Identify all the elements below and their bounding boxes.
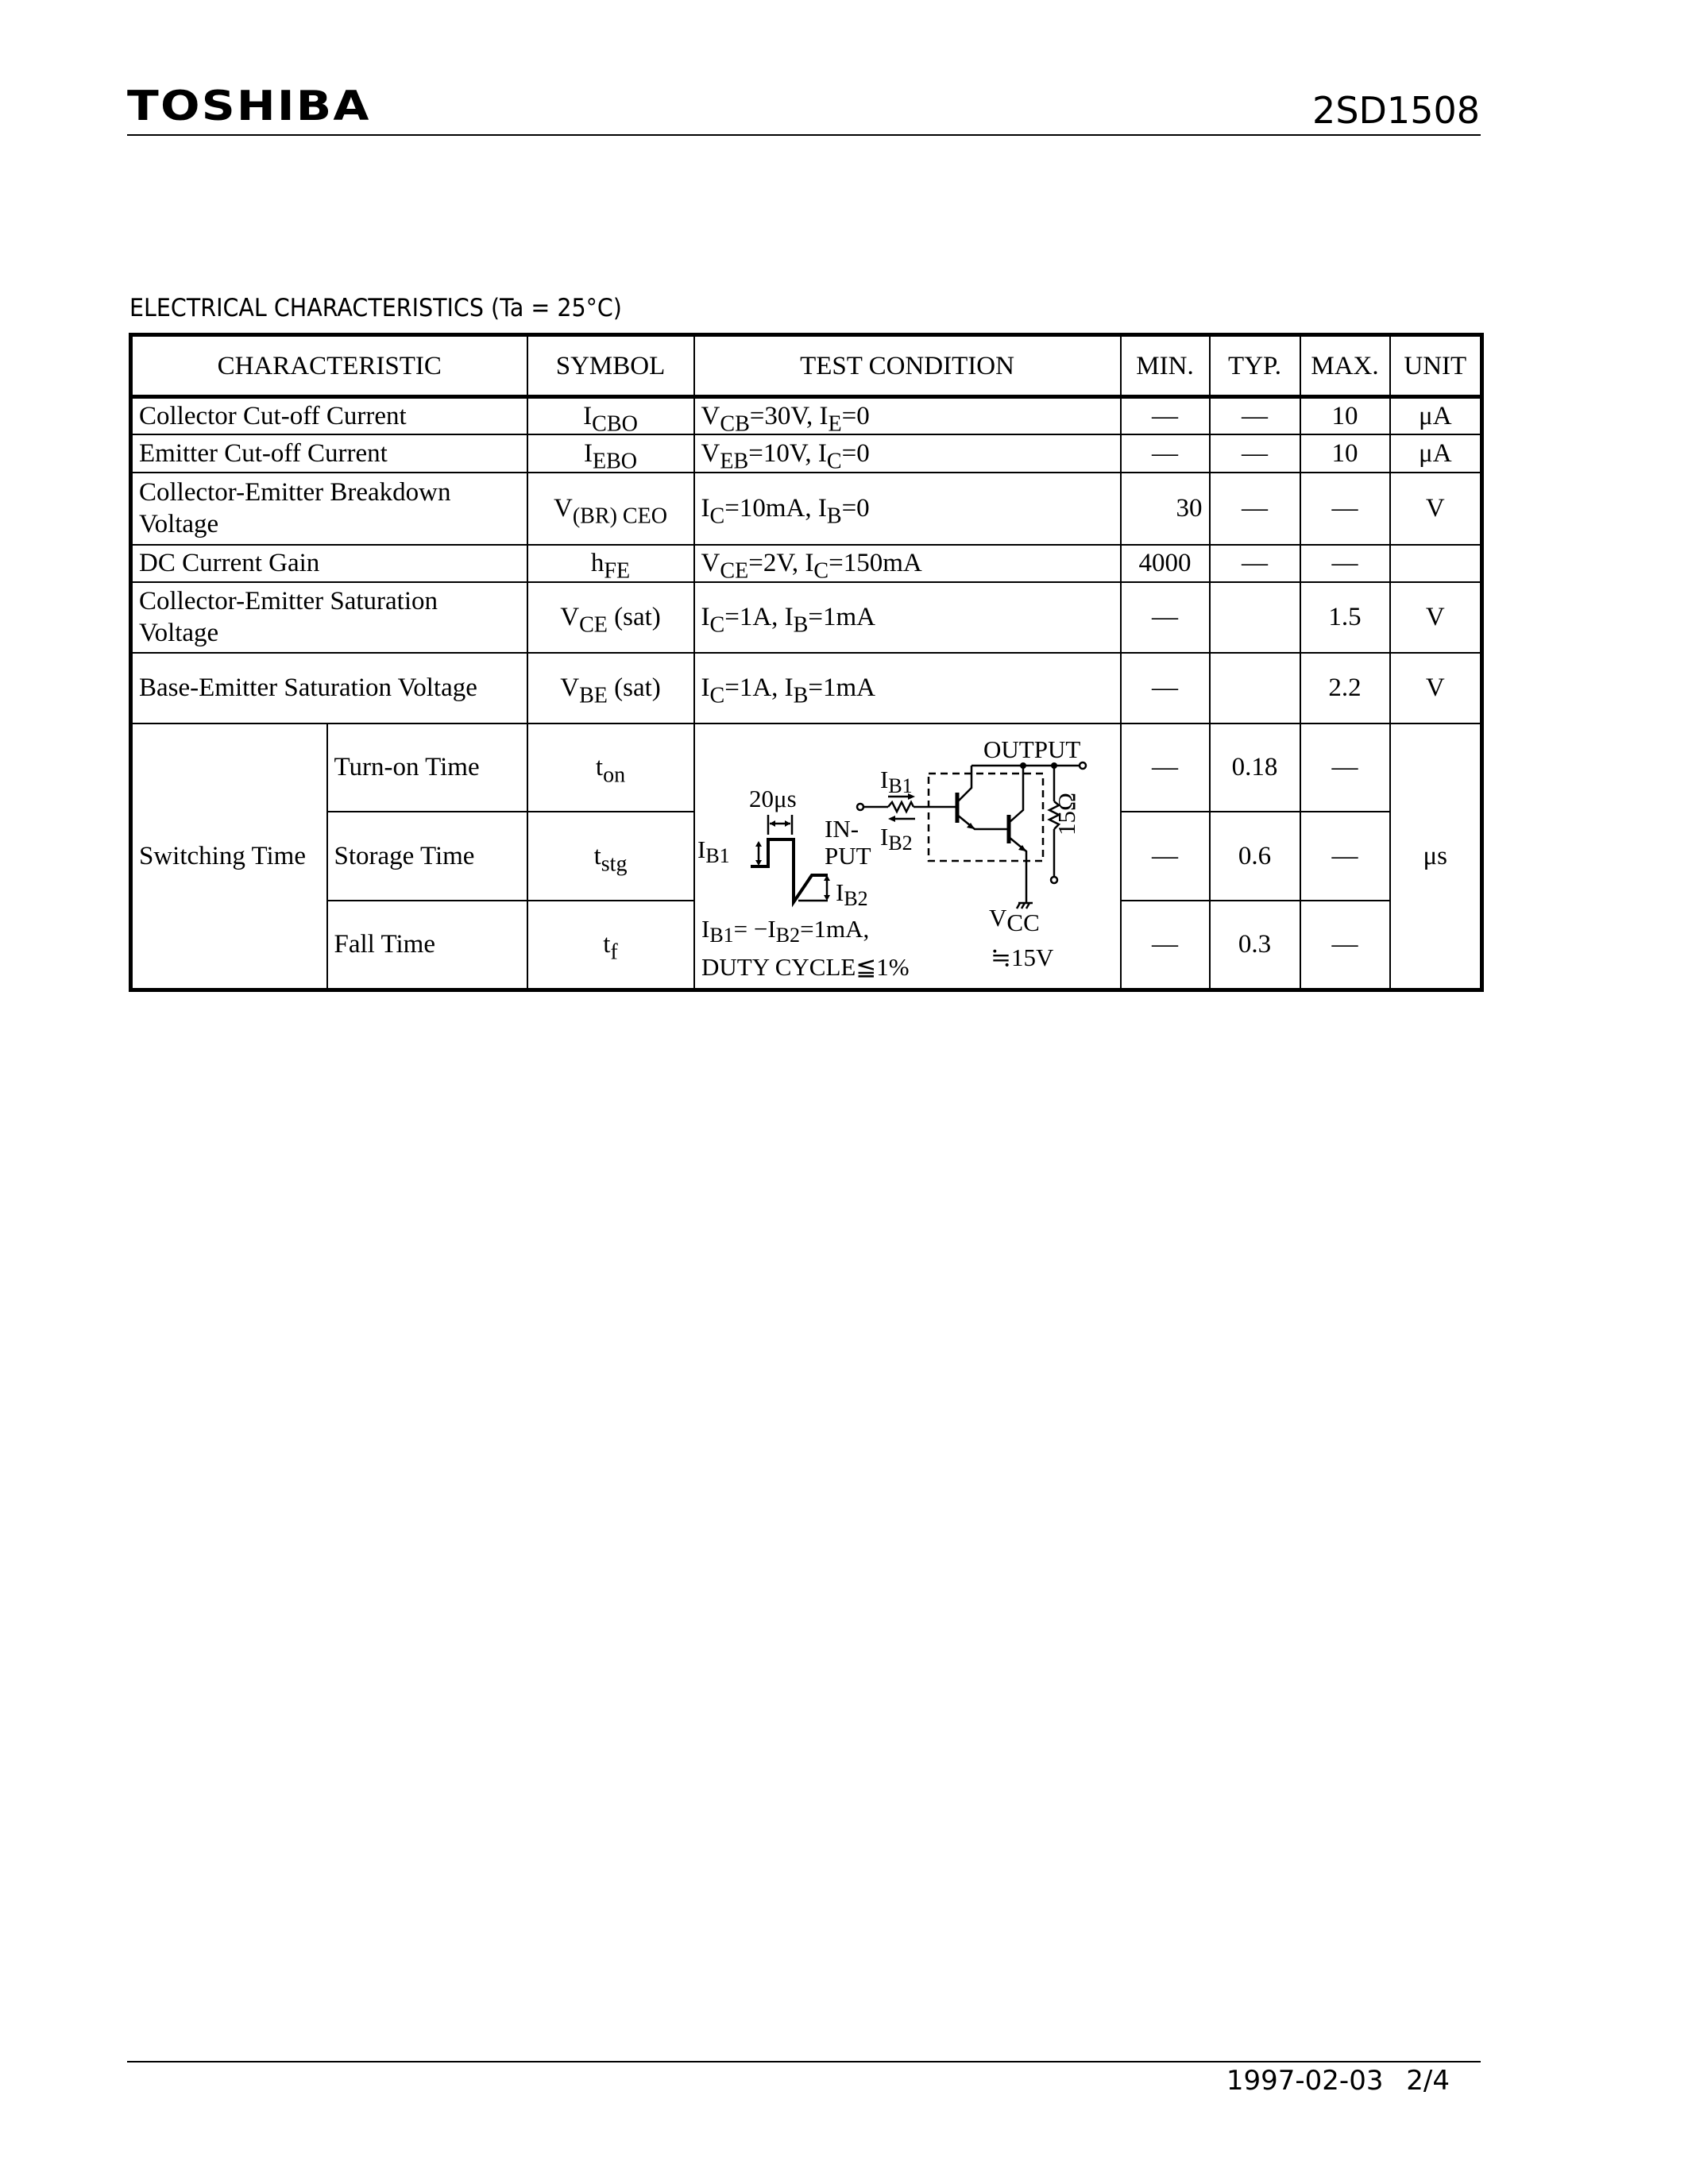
input-label-1: IN-: [824, 814, 859, 843]
switching-unit: μs: [1390, 723, 1482, 990]
resistor-value: 15Ω: [1052, 792, 1080, 835]
unit: V: [1390, 473, 1482, 545]
characteristic: Collector Cut-off Current: [131, 397, 527, 434]
min: —: [1121, 653, 1210, 723]
characteristic: Fall Time: [327, 901, 527, 990]
test-condition: $V_{EB}=10V$, $I_C=0$: [694, 434, 1121, 473]
min: 4000: [1121, 545, 1210, 582]
max: 2.2: [1300, 653, 1390, 723]
vcc-label: VCC: [988, 903, 1040, 936]
min: —: [1121, 434, 1210, 473]
typ: 0.3: [1210, 901, 1300, 990]
table-row: [131, 397, 1482, 434]
header-characteristic: CHARACTERISTIC: [131, 335, 527, 397]
ib2-waveform-label: IB2: [835, 878, 868, 910]
typ: [1210, 653, 1300, 723]
symbol: $t_f$: [527, 901, 694, 990]
table-row: [131, 473, 1482, 545]
vcc-value: ≒15V: [990, 943, 1053, 971]
table-row: [131, 653, 1482, 723]
circuit-note-current: IB1= −IB2=1mA,: [701, 914, 869, 947]
max: 10: [1300, 434, 1390, 473]
characteristic: DC Current Gain: [131, 545, 527, 582]
min: —: [1121, 901, 1210, 990]
table-row: [131, 582, 1482, 653]
footer-page: 2/4: [1406, 2065, 1450, 2097]
test-condition: $V_{CE}=2V$, $I_C=150mA$: [694, 545, 1121, 582]
test-condition: $I_C=1A$, $I_B=1mA$: [694, 653, 1121, 723]
header-divider: [127, 134, 1481, 136]
header-max: MAX.: [1300, 335, 1390, 397]
characteristic: Collector-Emitter Saturation Voltage: [131, 582, 527, 653]
min: —: [1121, 397, 1210, 434]
section-title: ELECTRICAL CHARACTERISTICS (Ta = 25°C): [129, 294, 622, 322]
header-min: MIN.: [1121, 335, 1210, 397]
characteristic: Collector-Emitter Breakdown Voltage: [131, 473, 527, 545]
header-symbol: SYMBOL: [527, 335, 694, 397]
typ: —: [1210, 473, 1300, 545]
footer-divider: [127, 2061, 1481, 2062]
typ: —: [1210, 545, 1300, 582]
ib2-arrow-label: IB2: [879, 822, 913, 855]
unit: [1390, 545, 1482, 582]
typ: —: [1210, 434, 1300, 473]
min: 30: [1121, 473, 1210, 545]
header-test-condition: TEST CONDITION: [694, 335, 1121, 397]
min: —: [1121, 723, 1210, 812]
test-condition: $V_{CB}=30V$, $I_E=0$: [694, 397, 1121, 434]
symbol: $t_{stg}$: [527, 812, 694, 901]
symbol: $t_{on}$: [527, 723, 694, 812]
test-condition: $I_C=1A$, $I_B=1mA$: [694, 582, 1121, 653]
switching-test-circuit: [694, 723, 1121, 990]
pulse-waveform: [751, 839, 828, 902]
toshiba-logo: TOSHIBA: [127, 83, 371, 130]
ib1-waveform-label: IB1: [697, 835, 730, 867]
test-condition: $I_C=10mA$, $I_B=0$: [694, 473, 1121, 545]
max: 10: [1300, 397, 1390, 434]
unit: μA: [1390, 397, 1482, 434]
max: —: [1300, 901, 1390, 990]
max: —: [1300, 473, 1390, 545]
max: —: [1300, 812, 1390, 901]
darlington-package-outline: [929, 774, 1043, 861]
symbol: $I_{EBO}$: [527, 434, 694, 473]
unit: μA: [1390, 434, 1482, 473]
vcc-terminal: [1051, 877, 1057, 883]
electrical-characteristics-table: [129, 333, 1484, 992]
ib1-arrow-label: IB1: [879, 765, 913, 797]
table-row-turn-on: [131, 723, 1482, 812]
symbol: $h_{FE}$: [527, 545, 694, 582]
characteristic: Storage Time: [327, 812, 527, 901]
symbol: $I_{CBO}$: [527, 397, 694, 434]
typ: —: [1210, 397, 1300, 434]
switching-time-label: Switching Time: [131, 723, 327, 990]
characteristic: Turn-on Time: [327, 723, 527, 812]
symbol: $V_{CE}$ (sat): [527, 582, 694, 653]
max: 1.5: [1300, 582, 1390, 653]
min: —: [1121, 812, 1210, 901]
table-row: [131, 545, 1482, 582]
part-number: 2SD1508: [1312, 89, 1480, 132]
header-typ: TYP.: [1210, 335, 1300, 397]
table-row: [131, 434, 1482, 473]
pulse-width-label: 20μs: [748, 784, 797, 812]
min: —: [1121, 582, 1210, 653]
table-header-row: [131, 335, 1482, 397]
output-terminal: [1080, 762, 1086, 769]
footer-date: 1997-02-03: [1226, 2065, 1384, 2097]
switching-circuit-diagram: [695, 724, 1122, 988]
input-terminal: [857, 804, 863, 810]
header-unit: UNIT: [1390, 335, 1482, 397]
characteristic: Emitter Cut-off Current: [131, 434, 527, 473]
footer: [1226, 2065, 1450, 2097]
symbol: $V_{BE}$ (sat): [527, 653, 694, 723]
unit: V: [1390, 653, 1482, 723]
input-label-2: PUT: [824, 841, 871, 870]
circuit-note-duty-cycle: DUTY CYCLE≦1%: [701, 952, 910, 981]
symbol: $V_{(BR) CEO}$: [527, 473, 694, 545]
typ: 0.18: [1210, 723, 1300, 812]
input-resistor: [888, 802, 914, 812]
typ: 0.6: [1210, 812, 1300, 901]
max: —: [1300, 545, 1390, 582]
max: —: [1300, 723, 1390, 812]
characteristic: Base-Emitter Saturation Voltage: [131, 653, 527, 723]
typ: [1210, 582, 1300, 653]
output-label: OUTPUT: [983, 735, 1080, 763]
unit: V: [1390, 582, 1482, 653]
